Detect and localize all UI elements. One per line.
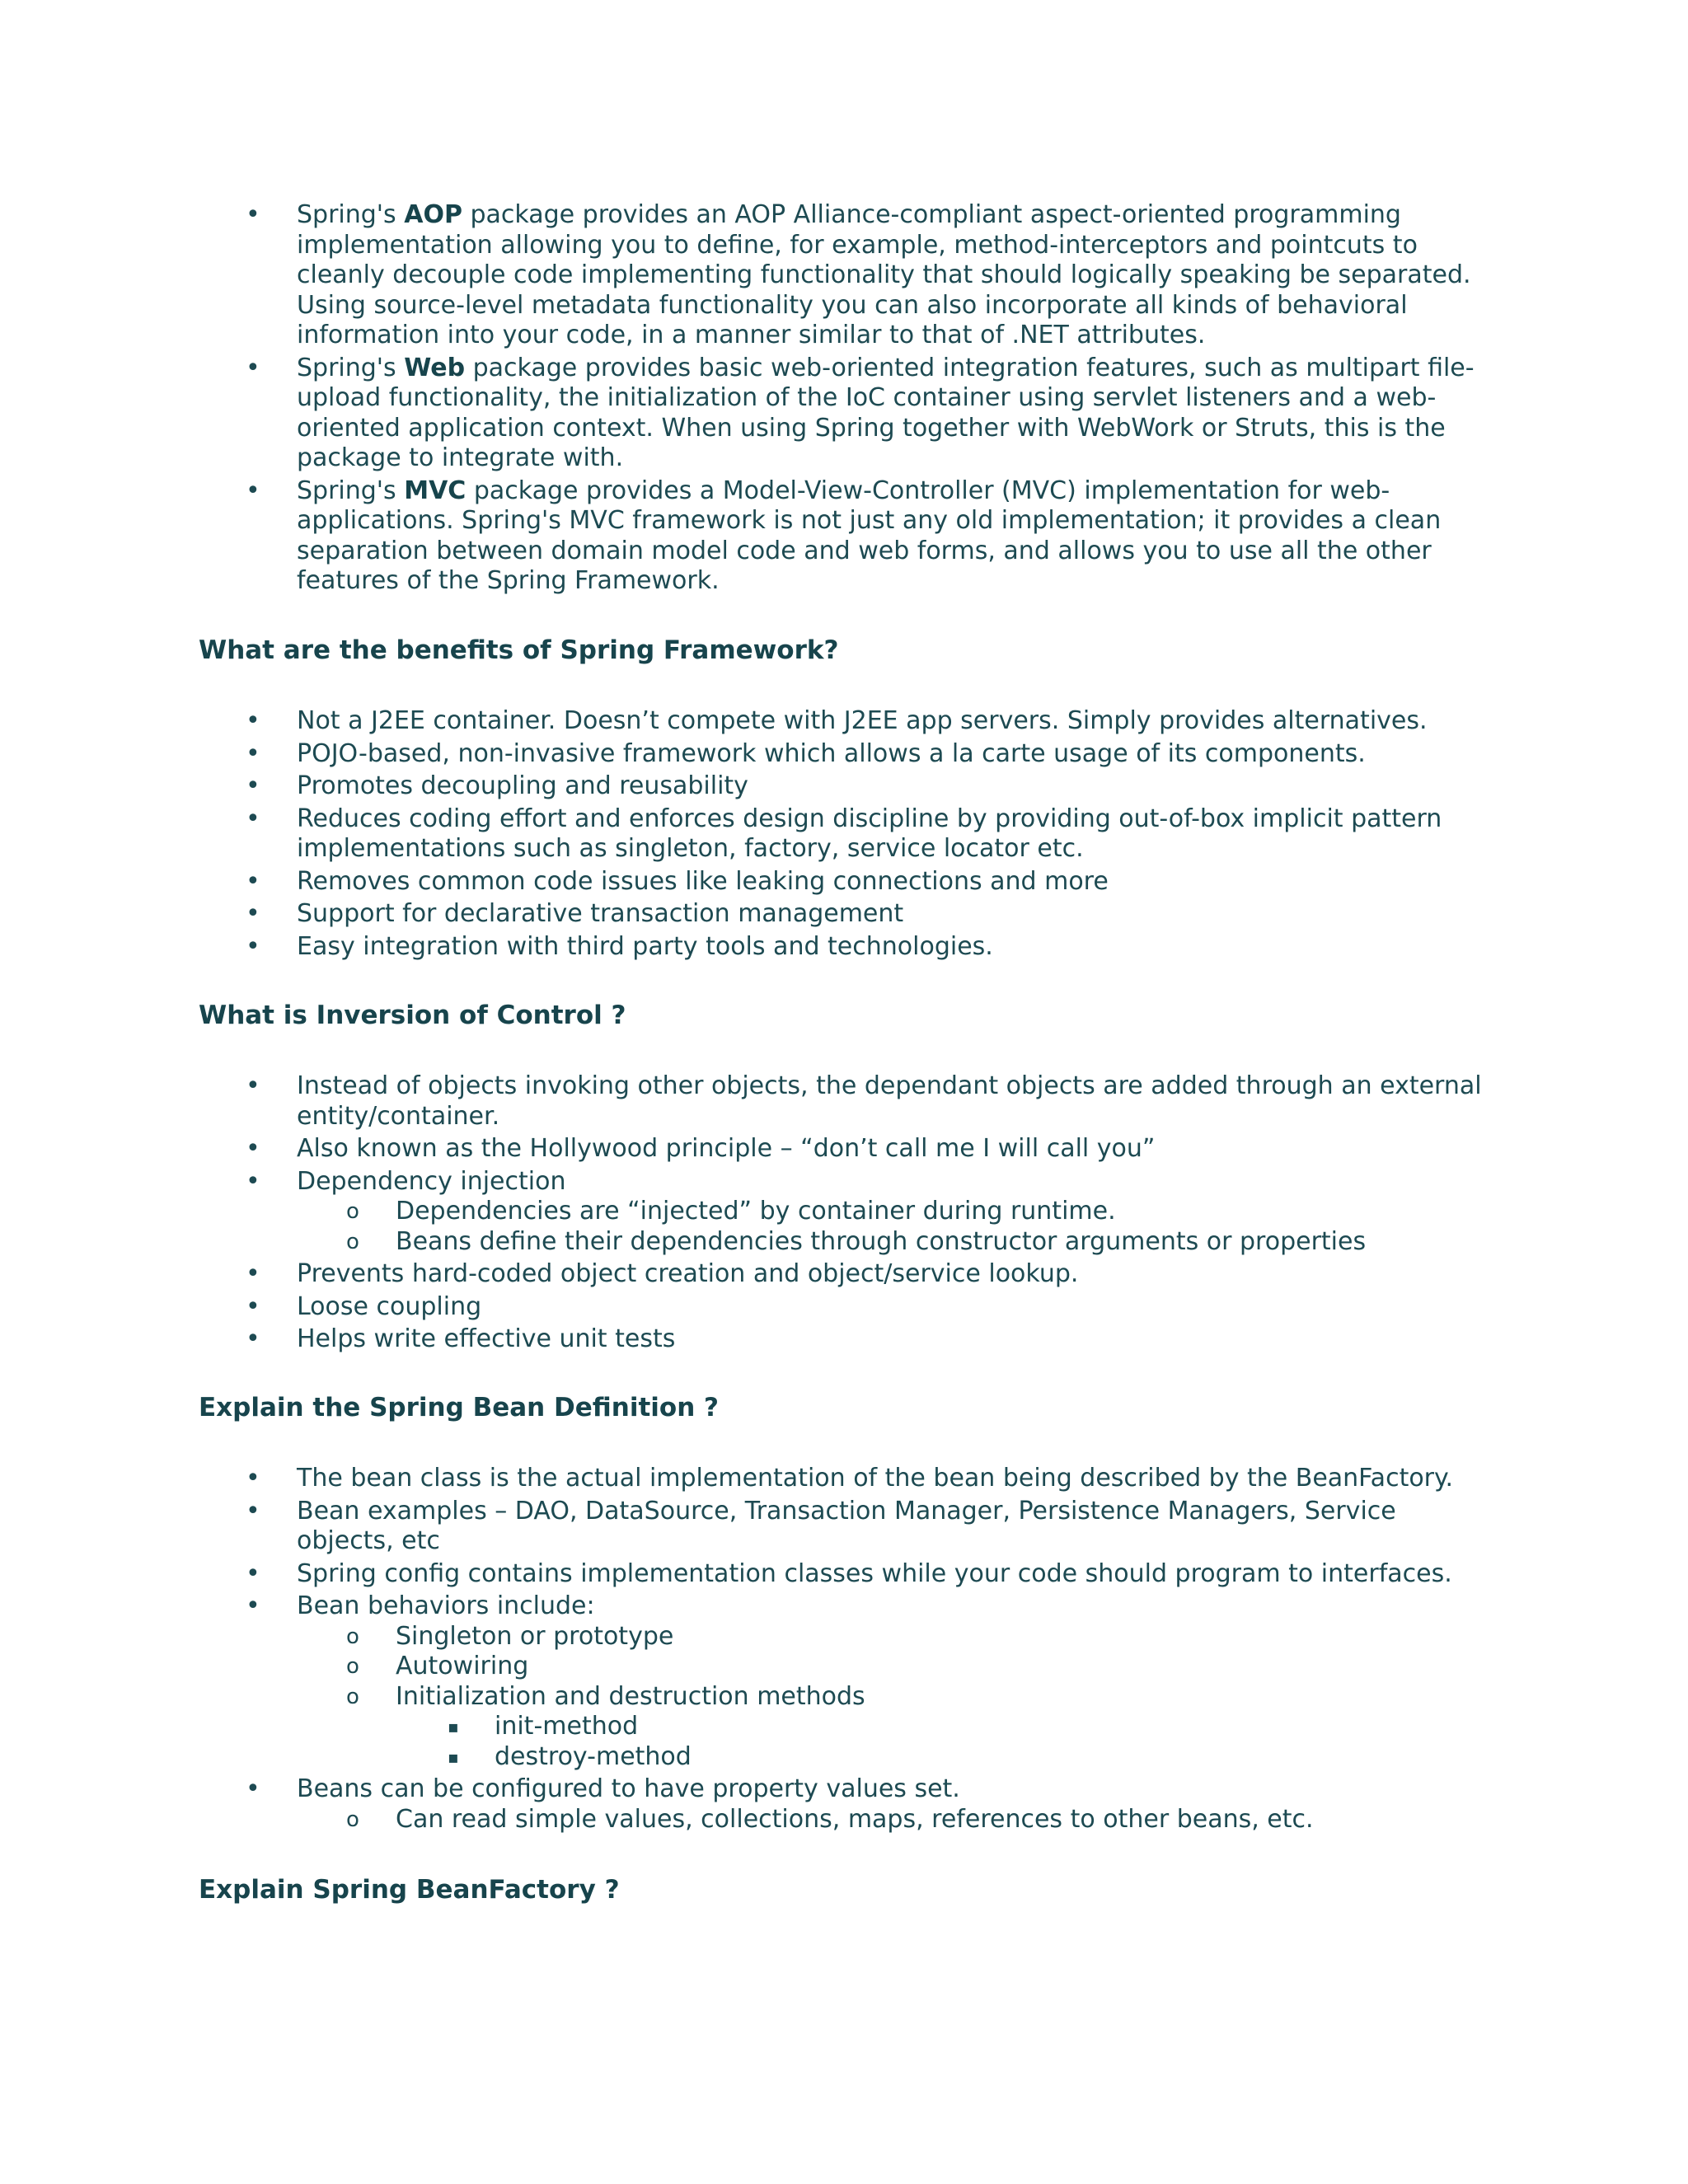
bullet: • xyxy=(246,1591,260,1620)
list-item-text: Loose coupling xyxy=(297,1291,482,1321)
list-item xyxy=(0,899,1492,930)
bullet: • xyxy=(246,476,260,505)
list-item xyxy=(0,1134,1492,1165)
list-item xyxy=(0,1071,1492,1132)
bullet: • xyxy=(246,899,260,928)
section-heading-bean-definition: Explain the Spring Bean Definition ? xyxy=(199,1393,720,1422)
list-item-text: Spring's Web package provides basic web-oriented integration features, such as multipart file-upload functionality, the initialization of the IoC container using servlet listeners and a web-oriented application context. When using Spring together with WebWork or Struts, this is the package to integrate with. xyxy=(297,353,1475,472)
list-item xyxy=(0,867,1492,898)
list-item xyxy=(0,1464,1492,1494)
bullet: o xyxy=(346,1199,359,1224)
list-item xyxy=(0,1167,1492,1197)
bullet: • xyxy=(246,353,260,382)
list-item xyxy=(0,1774,1492,1805)
bullet: • xyxy=(246,1166,260,1196)
bullet: • xyxy=(246,1774,260,1803)
bullet: • xyxy=(246,1134,260,1163)
list-item-text: Helps write effective unit tests xyxy=(297,1324,676,1353)
package-name: Web xyxy=(404,353,466,382)
bullet: • xyxy=(246,804,260,833)
list-item-text: Dependencies are “injected” by container during runtime. xyxy=(396,1197,1116,1226)
bullet: o xyxy=(346,1807,359,1832)
list-item-text: destroy-method xyxy=(495,1741,692,1771)
list-item xyxy=(0,932,1492,963)
list-item-text: Dependency injection xyxy=(297,1166,566,1196)
bullet: o xyxy=(346,1624,359,1649)
package-name: MVC xyxy=(404,476,467,505)
list-item xyxy=(0,200,1492,351)
list-item xyxy=(0,1712,1492,1742)
list-item xyxy=(0,1227,1492,1258)
list-item xyxy=(0,706,1492,737)
list-item-text: Spring's MVC package provides a Model-View-Controller (MVC) implementation for web-applications. Spring's MVC framework is not just any old implementation; it provides a clean separation between domain model code and web forms, and allows you to use all the other features of the Spring Framework. xyxy=(297,476,1442,595)
bullet: • xyxy=(246,866,260,896)
bullet: • xyxy=(246,771,260,800)
intro-list xyxy=(0,200,1492,597)
list-item-text: Singleton or prototype xyxy=(396,1621,674,1651)
bullet: • xyxy=(246,1558,260,1588)
section-heading-benefits: What are the benefits of Spring Framework? xyxy=(199,635,839,665)
bullet: • xyxy=(246,1259,260,1288)
list-item-text: Beans can be configured to have property values set. xyxy=(297,1774,960,1803)
list-item xyxy=(0,1292,1492,1323)
bullet: • xyxy=(246,1464,260,1493)
list-item-text: Bean examples – DAO, DataSource, Transaction Manager, Persistence Managers, Service objects, etc xyxy=(297,1496,1396,1555)
list-item-text: Also known as the Hollywood principle – “don’t call me I will call you” xyxy=(297,1134,1156,1163)
bullet: ▪ xyxy=(448,1717,459,1736)
list-item-text: The bean class is the actual implementation of the bean being described by the BeanFactory. xyxy=(297,1464,1454,1493)
bullet: • xyxy=(246,1071,260,1100)
list-item xyxy=(0,1805,1492,1835)
list-item-text: Beans define their dependencies through constructor arguments or properties xyxy=(396,1226,1367,1256)
bean-definition-list xyxy=(0,1464,1492,1835)
package-name: AOP xyxy=(404,200,462,229)
list-item xyxy=(0,1497,1492,1557)
ioc-list xyxy=(0,1071,1492,1355)
bullet: • xyxy=(246,1496,260,1526)
list-item-text: Reduces coding effort and enforces design discipline by providing out-of-box implicit pattern implementations such as singleton, factory, service locator etc. xyxy=(297,804,1442,863)
list-item xyxy=(0,1559,1492,1590)
list-item xyxy=(0,771,1492,802)
bullet: • xyxy=(246,931,260,961)
list-item xyxy=(0,1259,1492,1290)
bullet: o xyxy=(346,1654,359,1679)
list-item xyxy=(0,1742,1492,1773)
list-item-text: Autowiring xyxy=(396,1652,529,1680)
list-item-text: Bean behaviors include: xyxy=(297,1591,595,1620)
list-item xyxy=(0,476,1492,597)
list-item-text: Promotes decoupling and reusability xyxy=(297,771,748,800)
list-item xyxy=(0,1652,1492,1682)
list-item xyxy=(0,354,1492,474)
list-item xyxy=(0,1324,1492,1355)
list-item-text: Instead of objects invoking other objects, the dependant objects are added through an external entity/container. xyxy=(297,1071,1482,1131)
list-item-text: Can read simple values, collections, maps, references to other beans, etc. xyxy=(396,1804,1314,1834)
list-item-text: Easy integration with third party tools and technologies. xyxy=(297,931,993,961)
list-item-text: Spring's AOP package provides an AOP Alliance-compliant aspect-oriented programming implementation allowing you to define, for example, method-interceptors and pointcuts to cleanly decouple code implementing functionality that should logically speaking be separated. Using source-level metadata functionality you can also incorporate all kinds of behavioral information into your code, in a manner similar to that of .NET attributes. xyxy=(297,200,1471,349)
list-item-text: init-method xyxy=(495,1712,639,1741)
list-item-text: Removes common code issues like leaking connections and more xyxy=(297,866,1109,896)
bullet: • xyxy=(246,1324,260,1353)
list-item xyxy=(0,1197,1492,1227)
bullet: o xyxy=(346,1684,359,1709)
bullet: • xyxy=(246,706,260,735)
bullet: • xyxy=(246,1291,260,1321)
list-item-text: Initialization and destruction methods xyxy=(396,1681,865,1711)
list-item-text: Not a J2EE container. Doesn’t compete with J2EE app servers. Simply provides alternatives. xyxy=(297,706,1428,735)
list-item-text: POJO-based, non-invasive framework which allows a la carte usage of its components. xyxy=(297,738,1366,768)
bullet: o xyxy=(346,1229,359,1254)
list-item xyxy=(0,804,1492,865)
list-item xyxy=(0,1682,1492,1713)
benefits-list xyxy=(0,706,1492,962)
bullet: • xyxy=(246,738,260,768)
list-item xyxy=(0,739,1492,770)
section-heading-ioc: What is Inversion of Control ? xyxy=(199,1001,626,1030)
list-item xyxy=(0,1591,1492,1622)
list-item xyxy=(0,1622,1492,1652)
list-item-text: Spring config contains implementation classes while your code should program to interfaces. xyxy=(297,1558,1452,1588)
section-heading-bean-factory: Explain Spring BeanFactory ? xyxy=(199,1875,620,1905)
list-item-text: Prevents hard-coded object creation and object/service lookup. xyxy=(297,1259,1079,1288)
list-item-text: Support for declarative transaction management xyxy=(297,899,904,928)
bullet: ▪ xyxy=(448,1746,459,1767)
bullet: • xyxy=(246,200,260,229)
